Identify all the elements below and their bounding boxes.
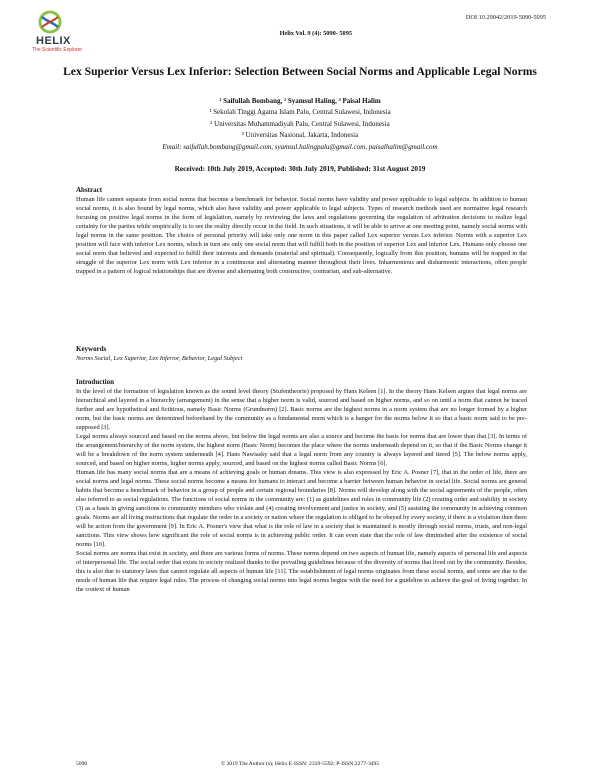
introduction-paragraph: In the level of the formation of legislation known as the sound level theory (Stufentheorie) proposed by Hans Kelsen [1]. In the theory Hans Kelsen argues that legal norms are hierarchical and layered in a hierarchy (arrangement) in the sense that a higher norm is valid, sourced and based on higher norms, and so on until a norm that cannot be traced further and are hypothetical and fictitious, namely Basic Norms (Grundnorm) [2]. Basic norms are the highest norms in a norm system that are no longer formed by a higher norm, but the basic norms are determined beforehand by the community as a fundamental norm which is a hanger for the norms below it so that a basic norm said to be pre-supposed [3]. (76, 388, 527, 431)
introduction-heading: Introduction (76, 378, 114, 386)
paper-title: Lex Superior Versus Lex Inferior: Selection Between Social Norms and Applicable Legal Norms (63, 65, 537, 78)
affiliation-2: ² Universitas Muhammadiyah Palu, Central Sulawesi, Indonesia (210, 120, 390, 128)
abstract-section (76, 186, 527, 276)
keywords-text: Norms Social, Lex Superior, Lex Inferior, Behavior, Legal Subject (76, 355, 243, 362)
author-list: ¹ Saifullah Bombang, ² Syamsul Haling, ³ Paisal Halim (219, 97, 381, 105)
introduction-paragraph: Social norms are norms that exist in society, and there are various forms of norms. These norms depend on two aspects of human life, namely aspects of personal life and aspects of interpersonal life. The social order that exists in society realized thanks to the prevailing guidelines because of the diversity of norms that lived out by the community. Besides, this is also due to statutory laws that cannot regulate all aspects of human life [11]. The establishment of legal norms originates from these social norms, and some are due to the needs of human life that require legal rules. The process of changing social norms into legal norms begins with the need for a guideline to achieve the goal of living together. In the context of human (76, 550, 527, 593)
introduction-section (76, 378, 527, 594)
affiliation-3: ³ Universitas Nasional, Jakarta, Indonesia (241, 131, 359, 139)
introduction-paragraph: Legal norms always sourced and based on the norms above, but below the legal norms are also a source and become the basis for norms that are lower than that [3]. In terms of the arrangement/hierarchy of the norm system, the highest norm (Basic Norm) becomes the place where the norms underneath depend on it, so that if the Basic Norms change it will be a breakdown of the norm system underneath [4]. Hans Nawiasky said that a legal norm from any country is always layered and tiered [5]. The below norms apply, sourced, and based on higher norms, higher norms apply, sourced, and based on the highest norms called Basic Norms [6]. (76, 433, 527, 467)
keywords-section (76, 345, 527, 363)
helix-logo-icon (36, 8, 64, 36)
journal-reference: Helix Vol. 9 (4): 5090- 5095 (279, 30, 352, 37)
author-emails: Email: saifullah.bombang@gmail.com, syamsul.halingpalu@gmail.com, paisalhalim@gmail.com (162, 143, 438, 151)
publication-dates: Received: 10th July 2019, Accepted: 30th July 2019, Published: 31st August 2019 (174, 164, 426, 173)
logo-word: HELIX (36, 35, 71, 47)
keywords-heading: Keywords (76, 345, 107, 353)
abstract-heading: Abstract (76, 186, 103, 194)
logo-tagline: The Scientific Explorer (32, 47, 83, 53)
page-number: 5090 (76, 761, 88, 767)
introduction-paragraph: Human life has many social norms that are a means of achieving goals or human dreams. This view is also expressed by Eric A. Posner [7], that in the order of life, there are social norms and legal norms. These social norms become a means for humans to interact and become a barrier between human behavior in social life. Social norms are general habits that become a benchmark of behavior in a group of people and certain regional boundaries [8]. Norms will develop along with the social agreements of the people, often also referred to as social regulations. The functions of social norms in the community are: (1) as guidelines and rules in community life (2) creating order and stability in society (3) as a basis in giving sanctions to community members who violate and (4) creating involvement and justice in society, and (5) assisting the community in achieving common goals. Norms are all living instructions that regulate the order in a society or nation where the regulation is obliged to be obeyed by every society, if there is a violation then there will be action from the government [9]. In Eric A. Posner's view that what is the role of law in a society that is maintained is mostly through social norms, trusts, and non-legal sanctions. This view shows how significant the role of social norms is in achieving public order. It can even state that the role of law diminished after the existence of social norms [10]. (76, 469, 527, 548)
abstract-text: Human life cannot separate from social norms that become a benchmark for behavior. Social norms have validity and power applicable to legal subjects. In addition to human social norms, it is also bound by legal norms, which also have validity and power applicable to legal subjects. Types of research methods used are normative legal research focusing on positive legal norms in the form of legislation, namely by reviewing the laws and regulations governing the regulation of arbitration decisions to realize legal certainty for the parties while empirically is to see the reality directly occur in the field. In such situations, it will be able to arrive at one meeting point, namely social norms with legal norms in the same position. The choice of personal priority will take only one norm in this paper called Lex superior versus Lex inferior. Norms with a superior Lex position will face with inferior Lex norms, which in turn are only one social norm that will fulfill both in the position of superior Lex and inferior Lex. Humans only choose one social norm that believed and expected to fulfill their interests and demands (material and spiritual). Consequently, logically from this position, humans will be trapped in the struggle of the superior Lex norm with Lex inferior in a continuous and alternating manner throughout their lives. Inharmonious and disharmonic interactions, often people trapped in a pattern of logical relationships that are diverse and alternating both constructive, contrarian, and sub-alternative. (76, 196, 527, 275)
journal-logo (14, 8, 94, 56)
affiliation-1: ¹ Sekolah Tinggi Agama Islam Palu, Central Sulawesi, Indonesia (209, 108, 391, 116)
copyright-footer: © 2019 The Author (s); Helix E-ISSN: 2319-5592; P-ISSN:2277-3495 (220, 761, 380, 767)
doi-label: DOI 10.29042/2019-5090-5095 (465, 14, 546, 21)
